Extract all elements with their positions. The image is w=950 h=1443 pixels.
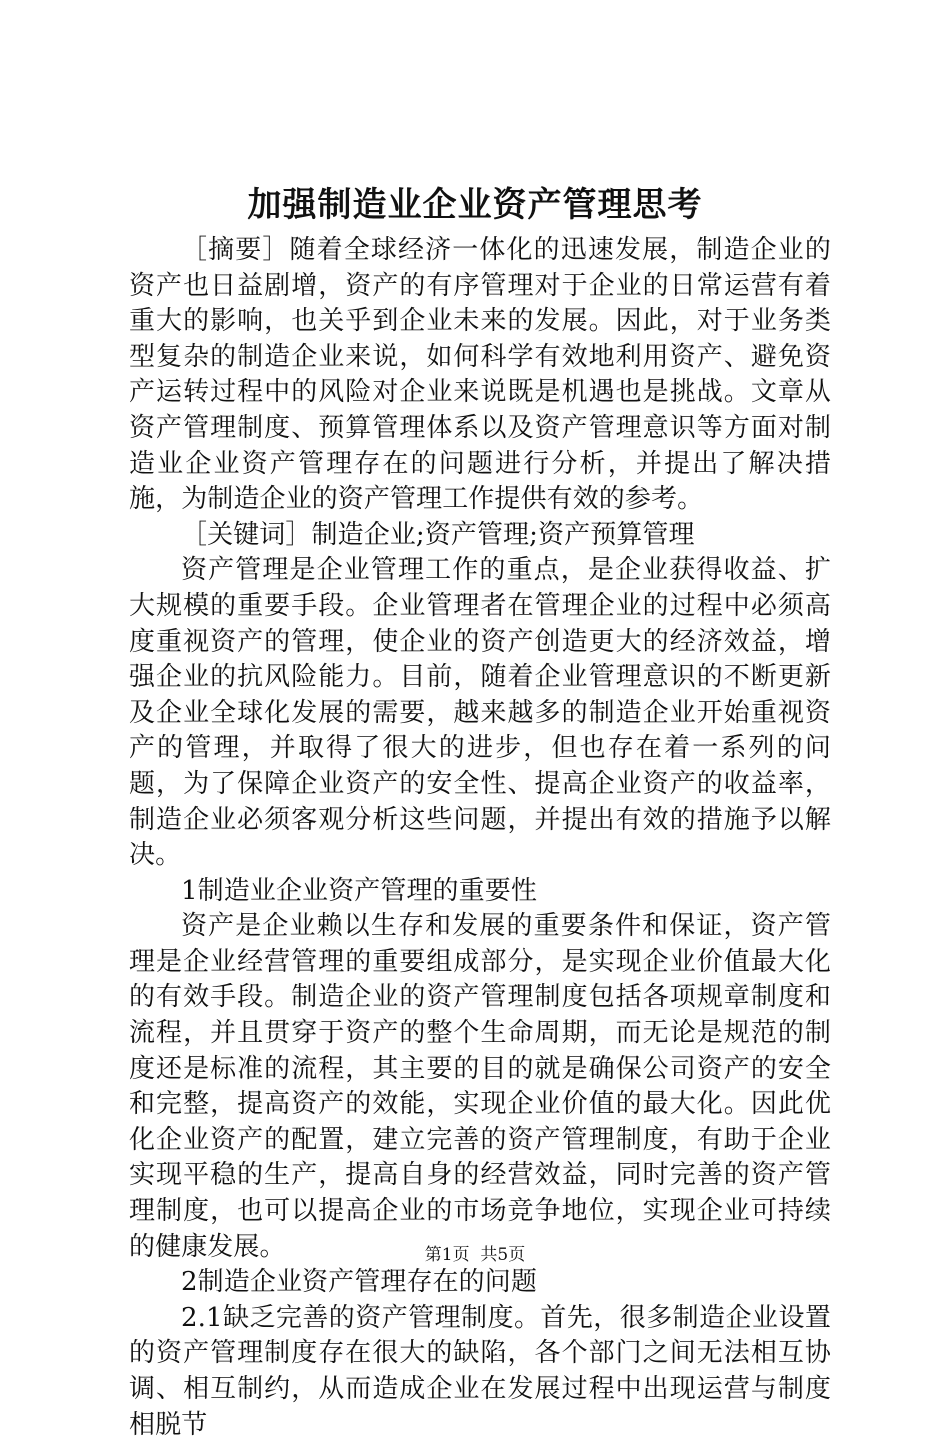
intro-paragraph: 资产管理是企业管理工作的重点，是企业获得收益、扩大规模的重要手段。企业管理者在管理企业的过程中必须高度重视资产的管理，使企业的资产创造更大的经济效益，增强企业的抗风险能力。目前，随着企业管理意识的不断更新及企业全球化发展的需要，越来越多的制造企业开始重视资产的管理，并取得了很大的进步，但也存在着一系列的问题，为了保障企业资产的安全性、提高企业资产的收益率，制造企业必须客观分析这些问题，并提出有效的措施予以解决。 [129, 555, 831, 871]
page-total: 共5页 [480, 1245, 526, 1265]
document-title: 加强制造业企业资产管理思考 [247, 185, 703, 225]
page-footer [0, 1244, 950, 1266]
page-number: 第1页 [424, 1245, 470, 1265]
abstract-paragraph: ［摘要］随着全球经济一体化的迅速发展，制造企业的资产也日益剧增，资产的有序管理对于企业的日常运营有着重大的影响，也关乎到企业未来的发展。因此，对于业务类型复杂的制造企业来说，如何科学有效地利用资产、避免资产运转过程中的风险对企业来说既是机遇也是挑战。文章从资产管理制度、预算管理体系以及资产管理意识等方面对制造业企业资产管理存在的问题进行分析，并提出了解决措施，为制造企业的资产管理工作提供有效的参考。 [129, 235, 831, 515]
section-1-heading: 1制造业企业资产管理的重要性 [181, 875, 537, 906]
section-2-1-paragraph: 2.1缺乏完善的资产管理制度。首先，很多制造企业设置的资产管理制度存在很大的缺陷，各个部门之间无法相互协调、相互制约，从而造成企业在发展过程中出现运营与制度相脱节 [129, 1302, 831, 1440]
keywords-paragraph: ［关键词］制造企业;资产管理;资产预算管理 [181, 519, 695, 550]
section-2-heading: 2制造企业资产管理存在的问题 [181, 1267, 537, 1298]
section-1-paragraph: 资产是企业赖以生存和发展的重要条件和保证，资产管理是企业经营管理的重要组成部分，是实现企业价值最大化的有效手段。制造企业的资产管理制度包括各项规章制度和流程，并且贯穿于资产的整个生命周期，而无论是规范的制度还是标准的流程，其主要的目的就是确保公司资产的安全和完整，提高资产的效能，实现企业价值的最大化。因此优化企业资产的配置，建立完善的资产管理制度，有助于企业实现平稳的生产，提高自身的经营效益，同时完善的资产管理制度，也可以提高企业的市场竞争地位，实现企业可持续的健康发展。 [129, 911, 831, 1262]
